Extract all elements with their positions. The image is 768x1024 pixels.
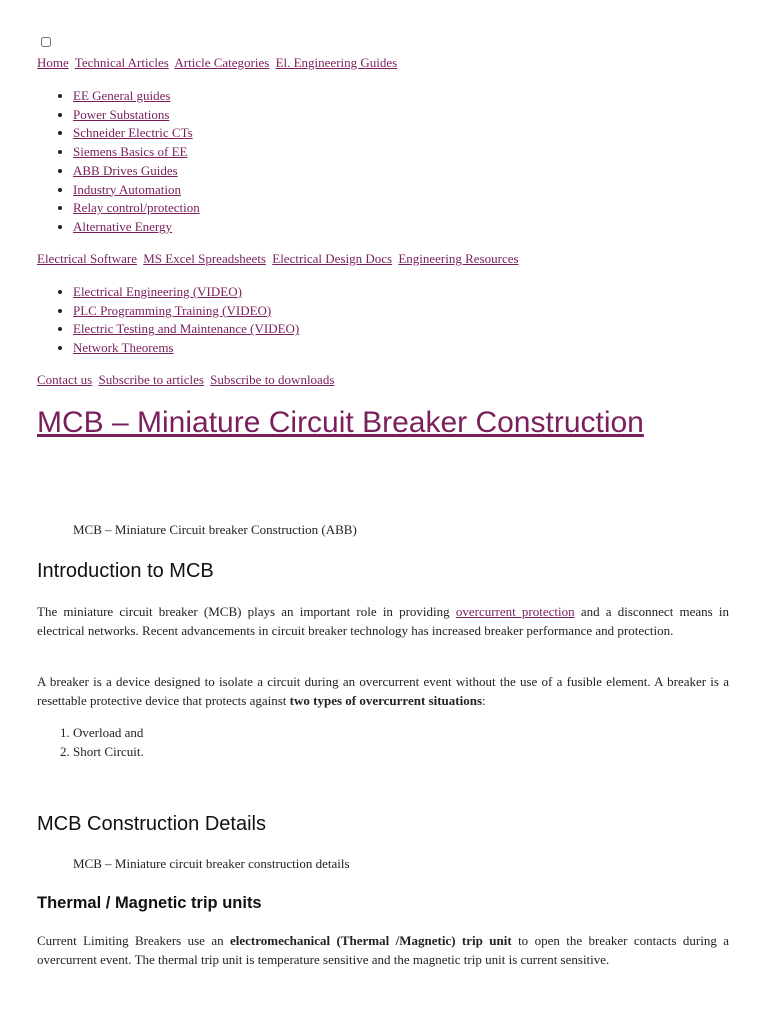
submenu-siemens-basics[interactable]: Siemens Basics of EE [73, 144, 188, 160]
submenu-alternative-energy[interactable]: Alternative Energy [73, 218, 173, 234]
intro-heading: Introduction to MCB [37, 560, 214, 582]
list-item: 2. Short Circuit. [73, 742, 144, 761]
submenu-ee-video[interactable]: Electrical Engineering (VIDEO) [73, 284, 242, 299]
submenu-power-substations[interactable]: Power Substations [73, 106, 170, 122]
intro-p2-bold: two types of overcurrent situations [289, 693, 483, 708]
intro-p1-text-end: and a disconnect means in electrical networks. Recent advancements in circuit breaker technology has increased breaker performance and protection. [37, 604, 729, 638]
nav-contact-link[interactable]: Contact us [37, 372, 93, 387]
submenu-ee-general-guides[interactable]: EE General guides [73, 88, 171, 103]
secondary-nav [37, 251, 522, 267]
image-caption-construction: MCB – Miniature Circuit breaker Construction (ABB) [73, 522, 357, 537]
list-item: 1. Overload and [73, 723, 144, 742]
nav-article-categories-link[interactable]: Article Categories [174, 55, 270, 70]
list-item [73, 339, 299, 358]
trip-p-text-end: to open the breaker contacts during a overcurrent event. The thermal trip unit is temperature sensitive and the magnetic trip unit is current sensitive. [37, 933, 729, 967]
submenu-relay-control[interactable]: Relay control/protection [73, 200, 200, 216]
menu-toggle-checkbox[interactable] [41, 37, 51, 47]
list-item [73, 181, 200, 200]
tertiary-nav [37, 372, 337, 388]
trip-p-text: Current Limiting Breakers use an [37, 933, 230, 948]
nav-excel-spreadsheets-link[interactable]: MS Excel Spreadsheets [143, 251, 266, 266]
nav-electrical-software-link[interactable]: Electrical Software [37, 251, 137, 266]
list-item [73, 283, 299, 302]
list-item [73, 106, 200, 125]
page-title [37, 404, 657, 441]
nav-design-docs-link[interactable]: Electrical Design Docs [272, 251, 393, 266]
nav-engineering-resources-link[interactable]: Engineering Resources [398, 251, 519, 266]
overcurrent-situations-list [37, 723, 144, 761]
overcurrent-protection-link[interactable]: overcurrent protection [455, 604, 575, 619]
nav-home-link[interactable]: Home [37, 55, 69, 70]
intro-paragraph-1 [37, 602, 729, 640]
submenu-plc-video[interactable]: PLC Programming Training (VIDEO) [73, 302, 272, 318]
list-item [73, 199, 200, 218]
intro-p2-text-end: : [482, 693, 486, 708]
trip-units-paragraph [37, 931, 729, 969]
primary-nav [37, 55, 400, 71]
page-title-link[interactable]: MCB – Miniature Circuit Breaker Construction [37, 406, 644, 439]
submenu-testing-video[interactable]: Electric Testing and Maintenance (VIDEO) [73, 321, 300, 337]
intro-p1-text: The miniature circuit breaker (MCB) plays an important role in providing [37, 604, 456, 619]
intro-paragraph-2 [37, 672, 729, 710]
submenu-schneider-cts[interactable]: Schneider Electric CTs [73, 125, 193, 141]
submenu-industry-automation[interactable]: Industry Automation [73, 181, 181, 197]
list-item [73, 143, 200, 162]
trip-units-heading: Thermal / Magnetic trip units [37, 894, 262, 912]
nav-subscribe-articles-link[interactable]: Subscribe to articles [98, 372, 204, 387]
list-item [73, 87, 200, 106]
intro-p2-text: A breaker is a device designed to isolate a circuit during an overcurrent event without the use of a fusible element. A breaker is a resettable protective device that protects against [37, 674, 729, 708]
resources-submenu [37, 283, 299, 358]
guides-submenu [37, 87, 200, 237]
nav-subscribe-downloads-link[interactable]: Subscribe to downloads [210, 372, 335, 387]
list-item [73, 162, 200, 181]
list-item [73, 320, 299, 339]
construction-heading: MCB Construction Details [37, 813, 266, 835]
list-item [73, 124, 200, 143]
list-item [73, 218, 200, 237]
nav-technical-articles-link[interactable]: Technical Articles [74, 55, 169, 70]
nav-engineering-guides-link[interactable]: El. Engineering Guides [275, 55, 398, 70]
image-caption-details: MCB – Miniature circuit breaker construction details [73, 856, 350, 871]
submenu-abb-drives[interactable]: ABB Drives Guides [73, 162, 178, 178]
trip-p-bold: electromechanical (Thermal /Magnetic) trip unit [230, 933, 512, 948]
submenu-network-theorems[interactable]: Network Theorems [73, 340, 174, 356]
list-item [73, 302, 299, 321]
